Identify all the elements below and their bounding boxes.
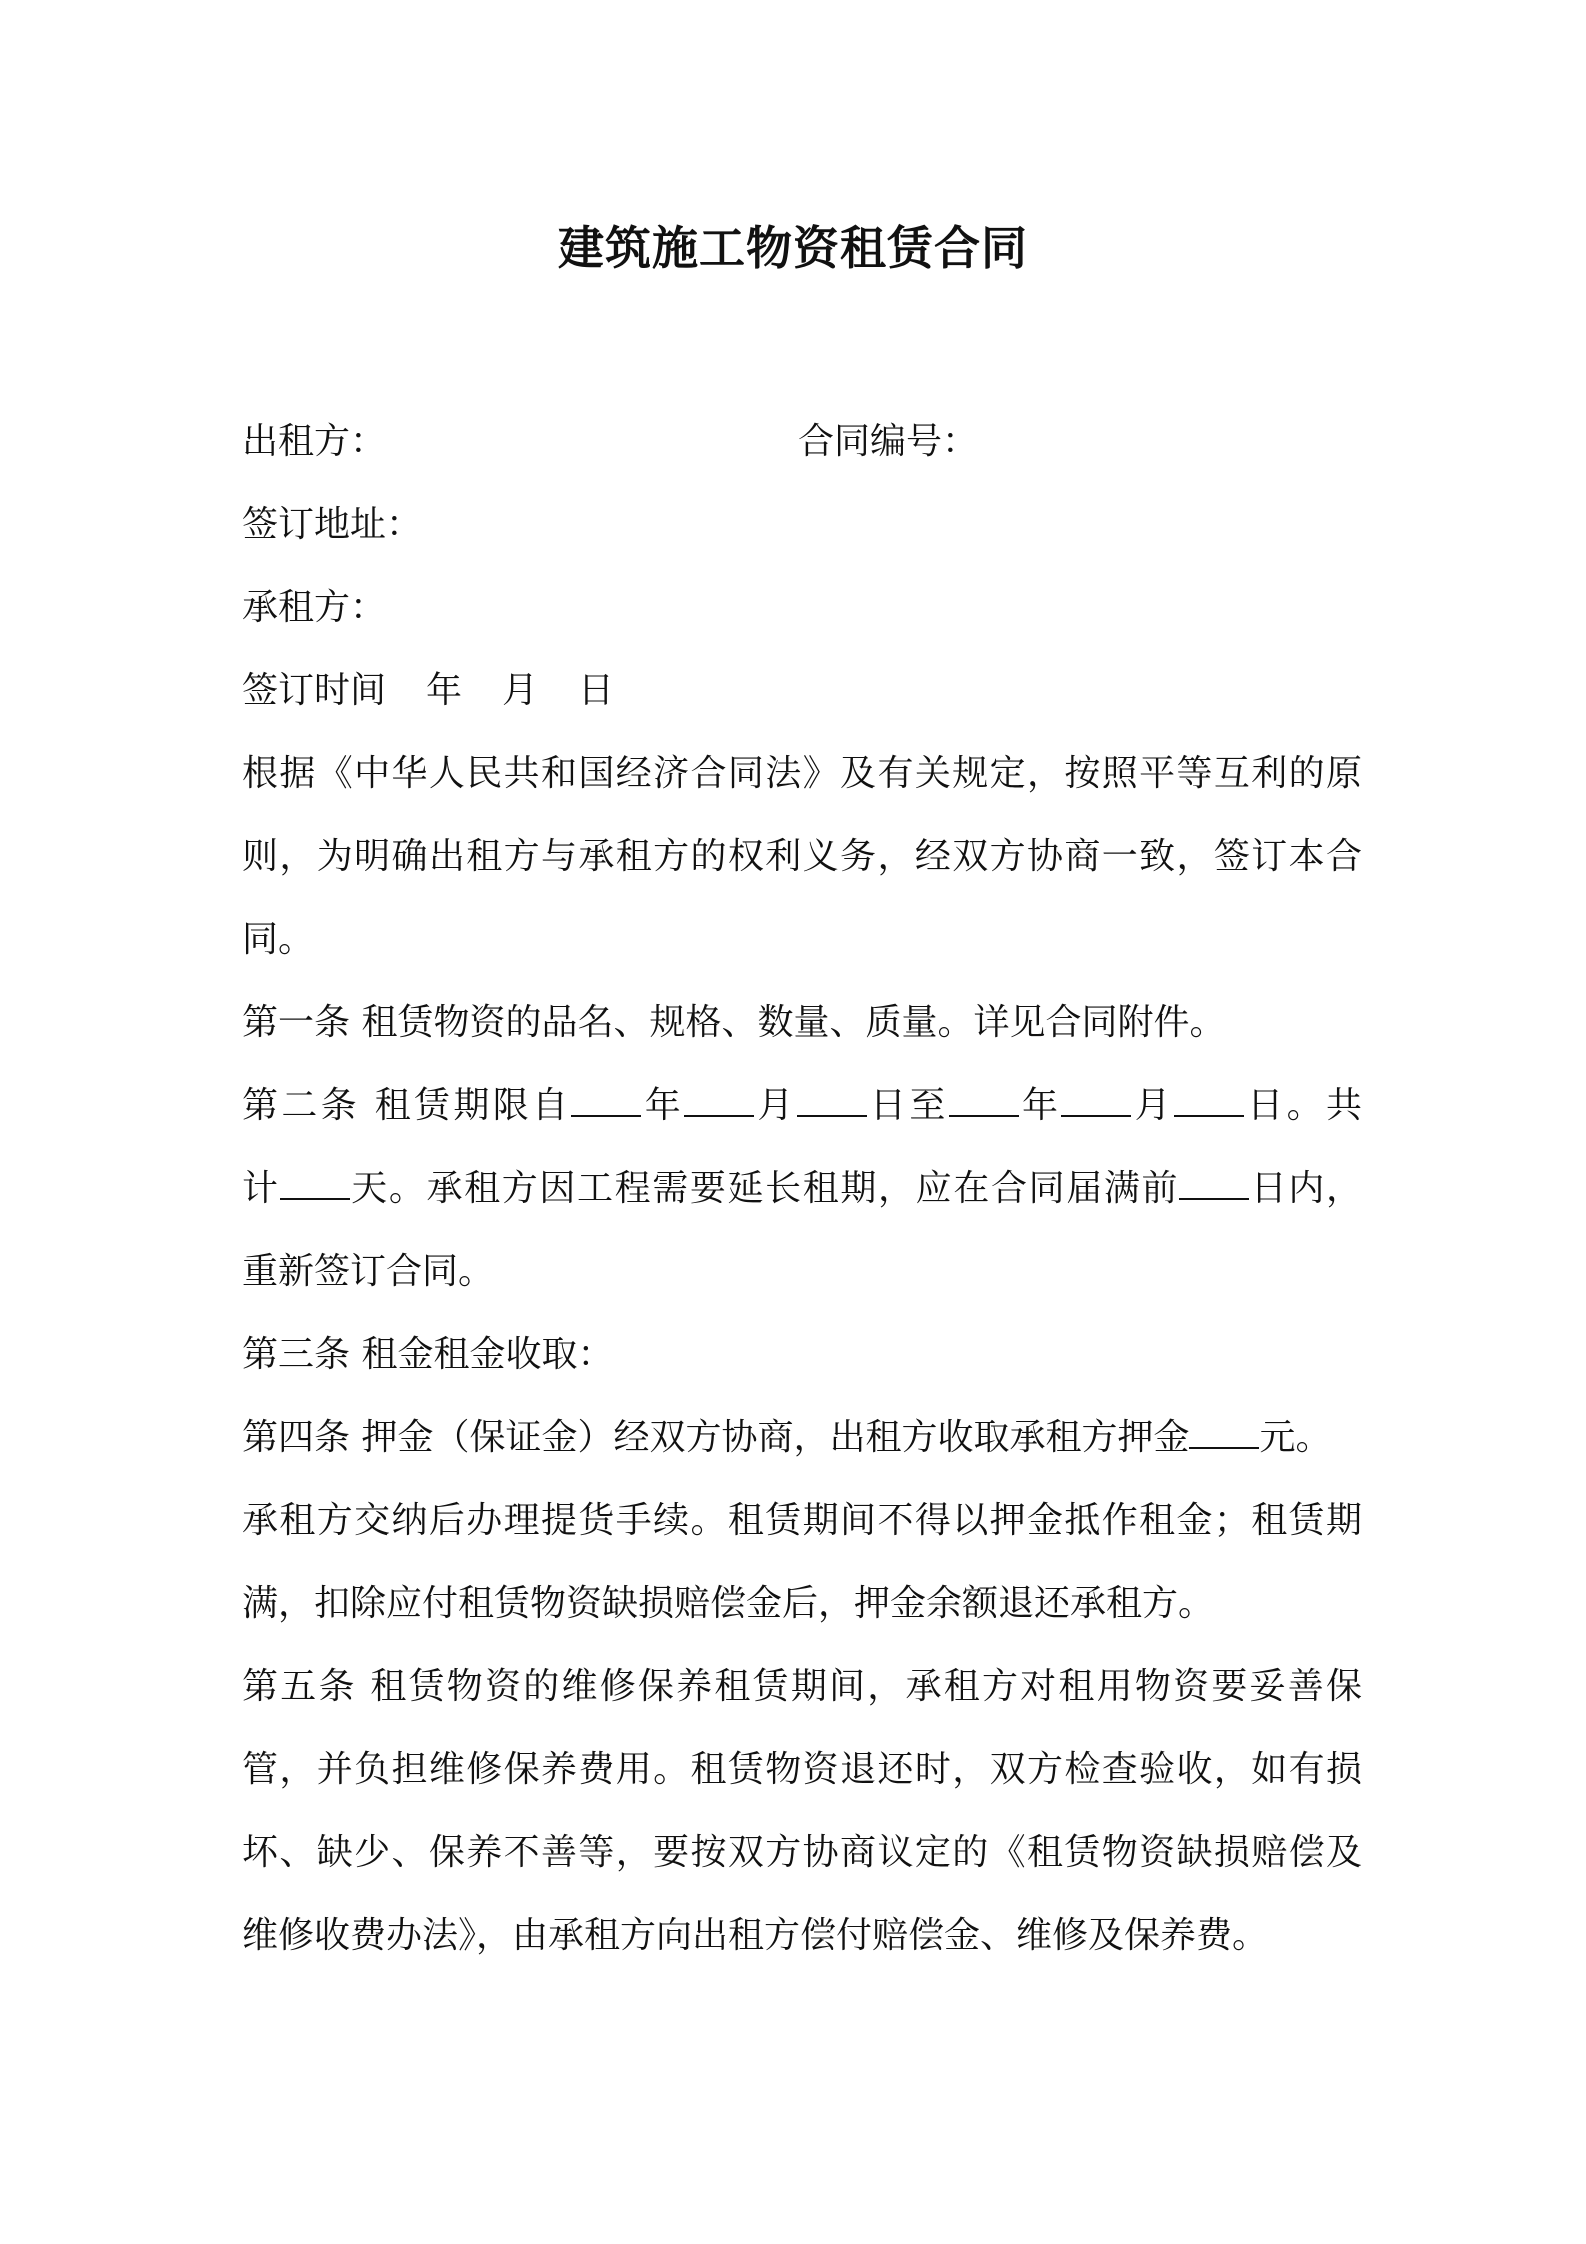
sign-address-line <box>242 483 1362 566</box>
article-2-year: 年 <box>641 1085 685 1126</box>
article-2-line2-end: 日内， <box>1249 1168 1362 1209</box>
blank-field <box>1179 1168 1249 1200</box>
lessor-line <box>242 400 1362 483</box>
article-2-day-to: 日至 <box>866 1085 949 1126</box>
blank-field <box>1061 1085 1131 1117</box>
article-4-line1-start: 第四条 押金（保证金）经双方协商，出租方收取承租方押金 <box>242 1417 1190 1458</box>
sign-day: 日 <box>578 670 615 711</box>
article-2-line-3: 重新签订合同。 <box>242 1251 495 1292</box>
sign-year: 年 <box>426 670 463 711</box>
blank-field <box>280 1168 350 1200</box>
article-5 <box>242 1645 1362 1977</box>
article-4-line1-end: 元。 <box>1259 1417 1332 1458</box>
article-2-line2-start: 计 <box>242 1168 280 1209</box>
article-4 <box>242 1396 1362 1645</box>
document-body <box>242 400 1362 1977</box>
sign-time-line <box>242 649 1362 732</box>
preamble-line: 则，为明确出租方与承租方的权利义务，经双方协商一致，签订本合 <box>242 836 1362 877</box>
preamble-line: 根据《中华人民共和国经济合同法》及有关规定，按照平等互利的原 <box>242 753 1362 794</box>
sign-time-label: 签订时间 <box>242 670 387 711</box>
sign-address-label: 签订地址： <box>242 504 423 545</box>
article-2 <box>242 1064 1362 1313</box>
lessee-label: 承租方： <box>242 587 387 628</box>
article-2-month: 月 <box>754 1085 797 1126</box>
preamble-paragraph <box>242 732 1362 981</box>
blank-field <box>1174 1085 1244 1117</box>
article-2-prefix: 第二条 租赁期限自 <box>242 1085 572 1126</box>
blank-field <box>684 1085 754 1117</box>
article-2-line-2 <box>242 1147 1362 1230</box>
article-2-line2-mid: 天。承租方因工程需要延长租期，应在合同届满前 <box>349 1168 1180 1209</box>
lessor-label: 出租方： <box>242 421 387 462</box>
article-5-line: 维修收费办法》，由承租方向出租方偿付赔偿金、维修及保养费。 <box>242 1915 1269 1956</box>
blank-field <box>571 1085 641 1117</box>
article-2-day2: 日。共 <box>1243 1085 1362 1126</box>
article-4-line-3: 满，扣除应付租赁物资缺损赔偿金后，押金余额退还承租方。 <box>242 1583 1215 1624</box>
blank-field <box>797 1085 867 1117</box>
lessee-line <box>242 566 1362 649</box>
article-4-line-1 <box>242 1396 1362 1479</box>
article-2-month2: 月 <box>1131 1085 1174 1126</box>
article-1: 第一条 租赁物资的品名、规格、数量、质量。详见合同附件。 <box>242 1002 1226 1043</box>
preamble-line: 同。 <box>242 919 315 960</box>
contract-no-label: 合同编号： <box>798 421 979 462</box>
sign-month: 月 <box>502 670 539 711</box>
article-5-line: 坏、缺少、保养不善等，要按双方协商议定的《租赁物资缺损赔偿及 <box>242 1832 1362 1873</box>
article-2-line-1 <box>242 1064 1362 1147</box>
article-2-year2: 年 <box>1018 1085 1062 1126</box>
article-3: 第三条 租金租金收取： <box>242 1334 614 1375</box>
blank-field <box>1189 1417 1259 1449</box>
blank-field <box>949 1085 1019 1117</box>
article-5-line: 管，并负担维修保养费用。租赁物资退还时，双方检查验收，如有损 <box>242 1749 1362 1790</box>
document-title: 建筑施工物资租赁合同 <box>558 221 1028 275</box>
article-5-line: 第五条 租赁物资的维修保养租赁期间，承租方对租用物资要妥善保 <box>242 1666 1362 1707</box>
article-4-line-2: 承租方交纳后办理提货手续。租赁期间不得以押金抵作租金；租赁期 <box>242 1500 1362 1541</box>
